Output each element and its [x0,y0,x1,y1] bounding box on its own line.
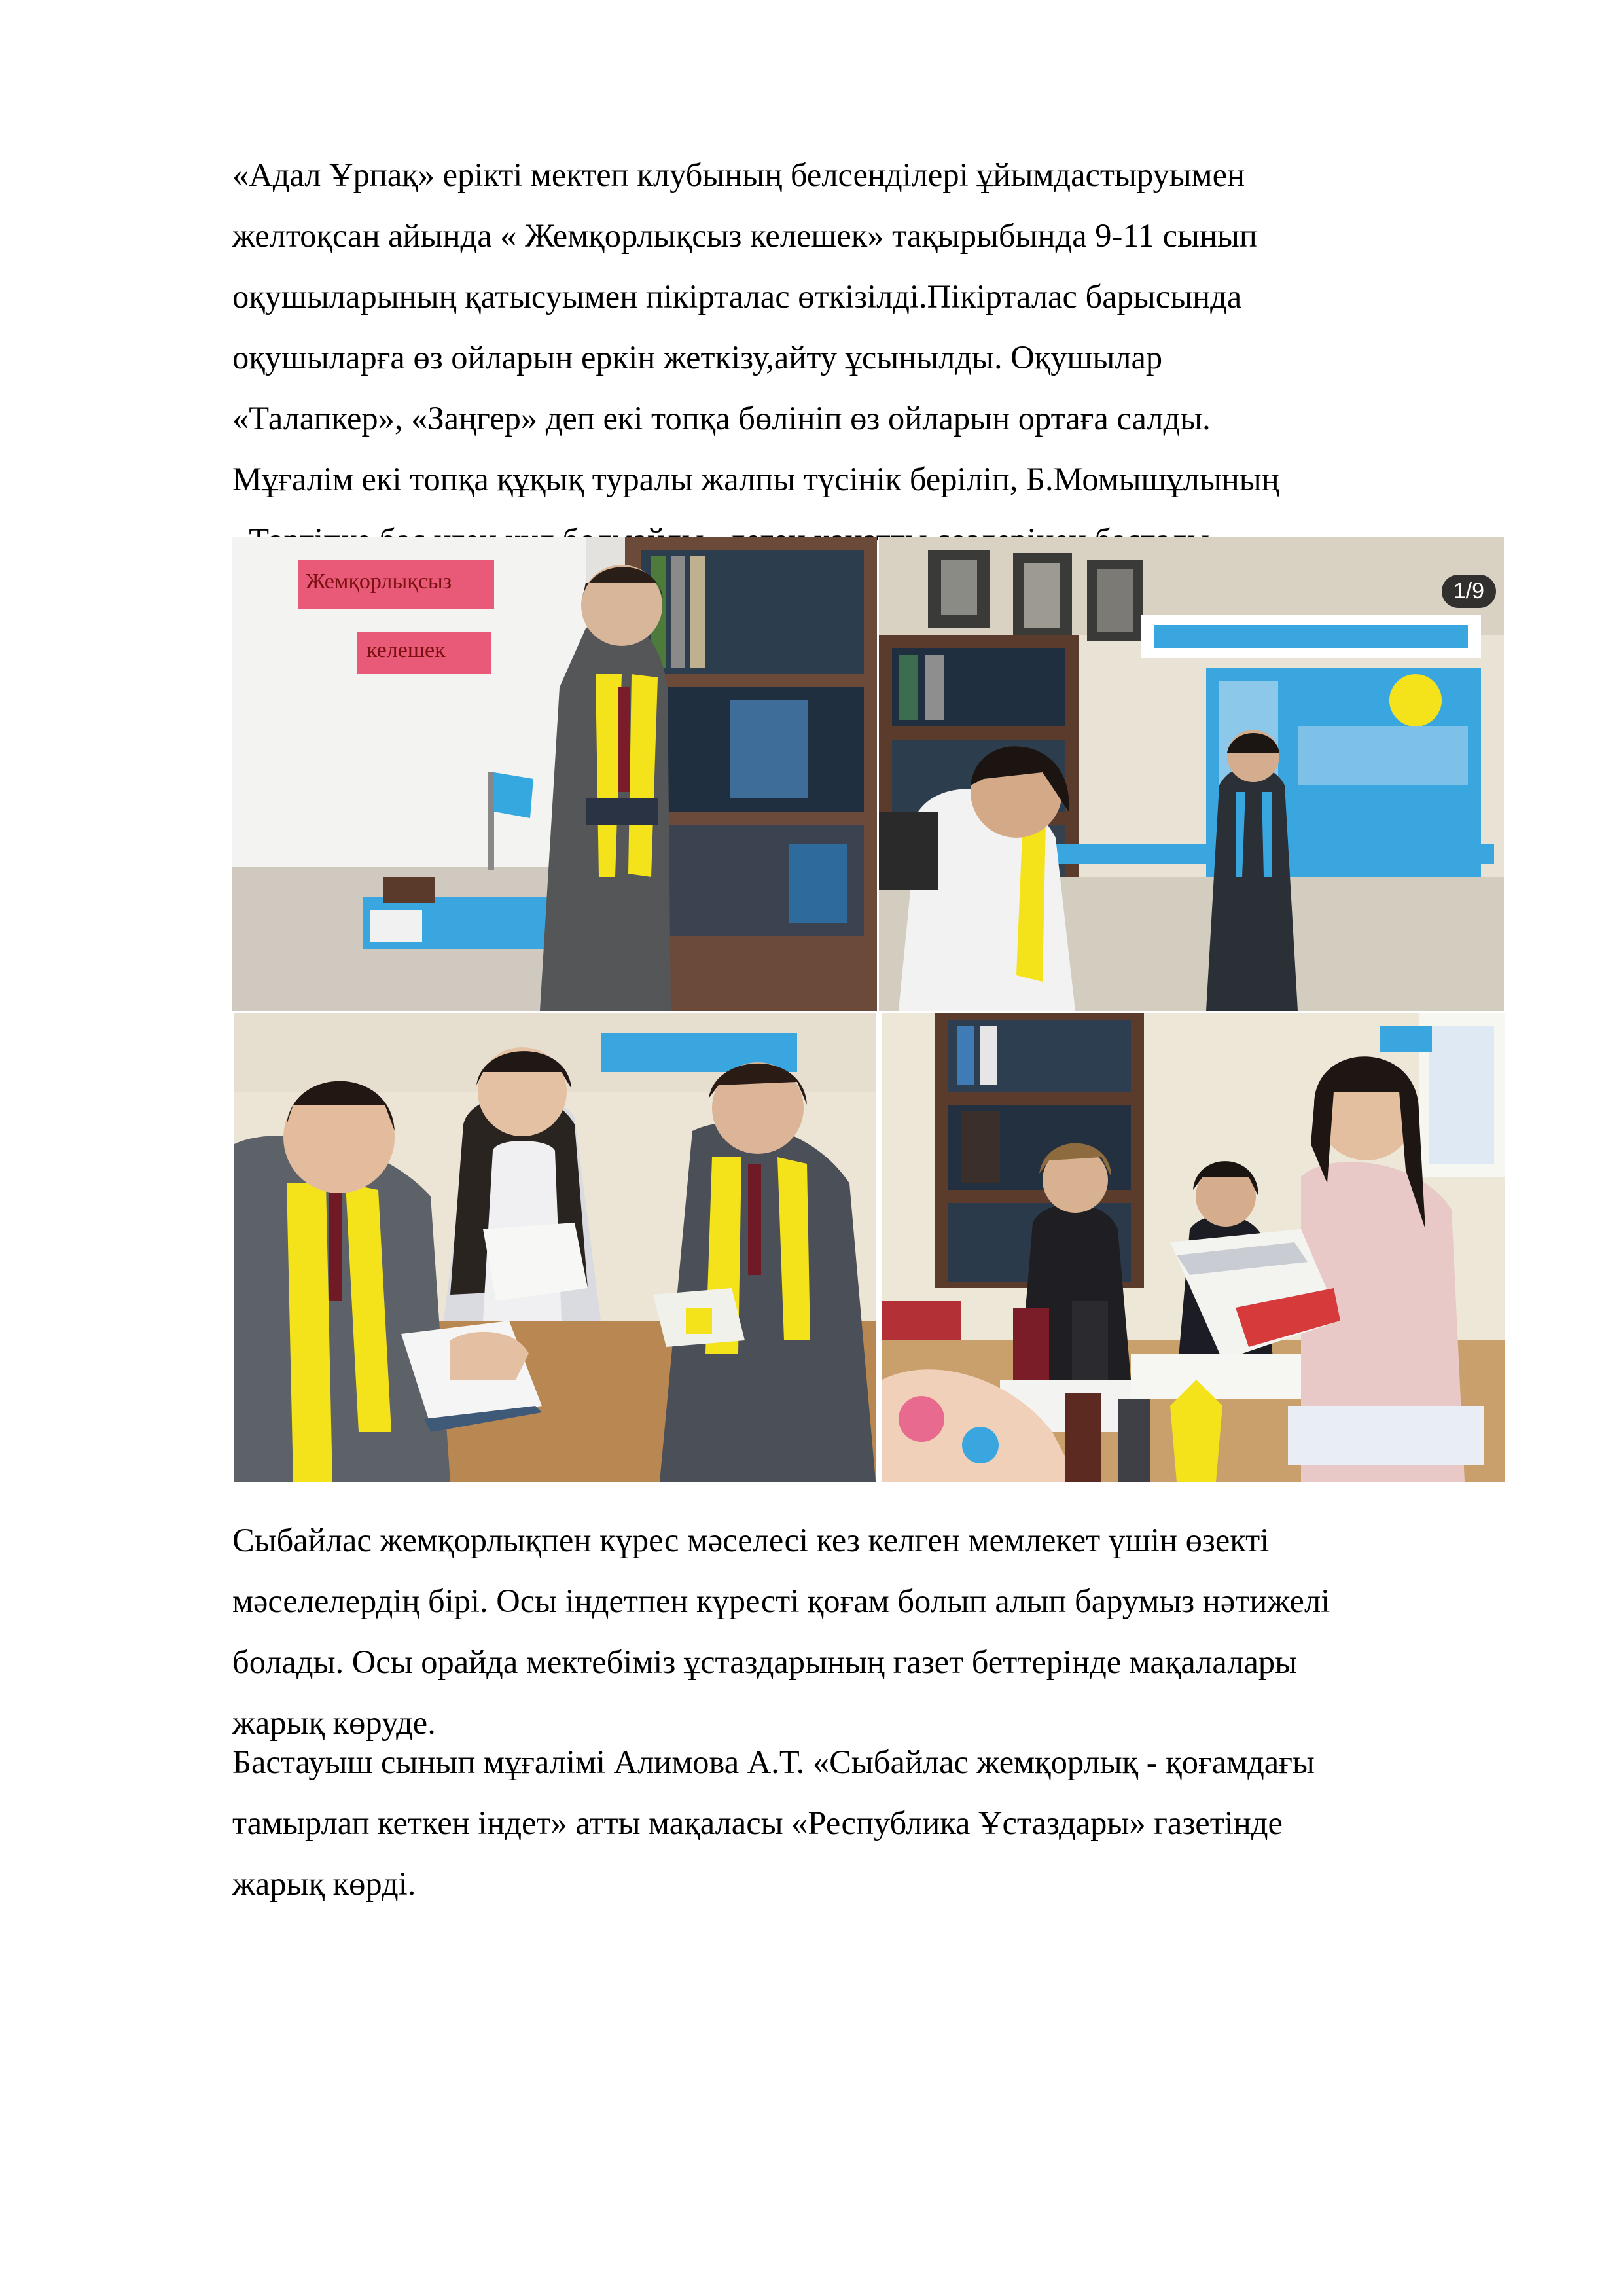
text-line: болады. Осы орайда мектебіміз ұстаздарының газет беттерінде мақалалары [232,1643,1298,1680]
paragraph-article [232,1732,1515,1914]
text-line: тамырлап кеткен індет» атты мақаласы «Республика Ұстаздары» газетінде [232,1804,1283,1841]
text-line: желтоқсан айында « Жемқорлықсыз келешек» тақырыбында 9-11 сынып [232,217,1257,254]
text-line: «Талапкер», «Заңгер» деп екі топқа бөлініп өз ойларын ортаға салды. [232,400,1211,437]
text-line: Мұғалім екі топқа құқық туралы жалпы түсінік беріліп, Б.Момышұлының [232,461,1279,497]
text-line: мәселелердің бірі. Осы індетпен күресті қоғам болып алып барумыз нәтижелі [232,1583,1330,1619]
paragraph-intro [232,145,1515,571]
banner-text: Жемқорлықсыз [306,569,452,594]
photo-classroom-debate [879,537,1504,1011]
photo-teacher-newspaper [882,1013,1505,1482]
text-line: оқушыларға өз ойларын еркін жеткізу,айту ұсынылды. Оқушылар [232,339,1163,376]
paragraph-corruption [232,1510,1515,1753]
photo-students-reading [234,1013,876,1482]
photo-student-speaking [232,537,877,1011]
image-counter-badge: 1/9 [1442,575,1496,608]
text-line: жарық көруде. [232,1704,436,1741]
banner-text: келешек [366,638,446,662]
text-line: Сыбайлас жемқорлықпен күрес мәселесі кез келген мемлекет үшін өзекті [232,1522,1270,1558]
text-line: Бастауыш сынып мұғалімі Алимова А.Т. «Сыбайлас жемқорлық - қоғамдағы [232,1744,1315,1780]
text-line: оқушыларының қатысуымен пікірталас өткізілді.Пікірталас барысында [232,278,1242,315]
text-line: жарық көрді. [232,1865,416,1902]
text-line: «Адал Ұрпақ» ерікті мектеп клубының белсенділері ұйымдастыруымен [232,156,1245,193]
